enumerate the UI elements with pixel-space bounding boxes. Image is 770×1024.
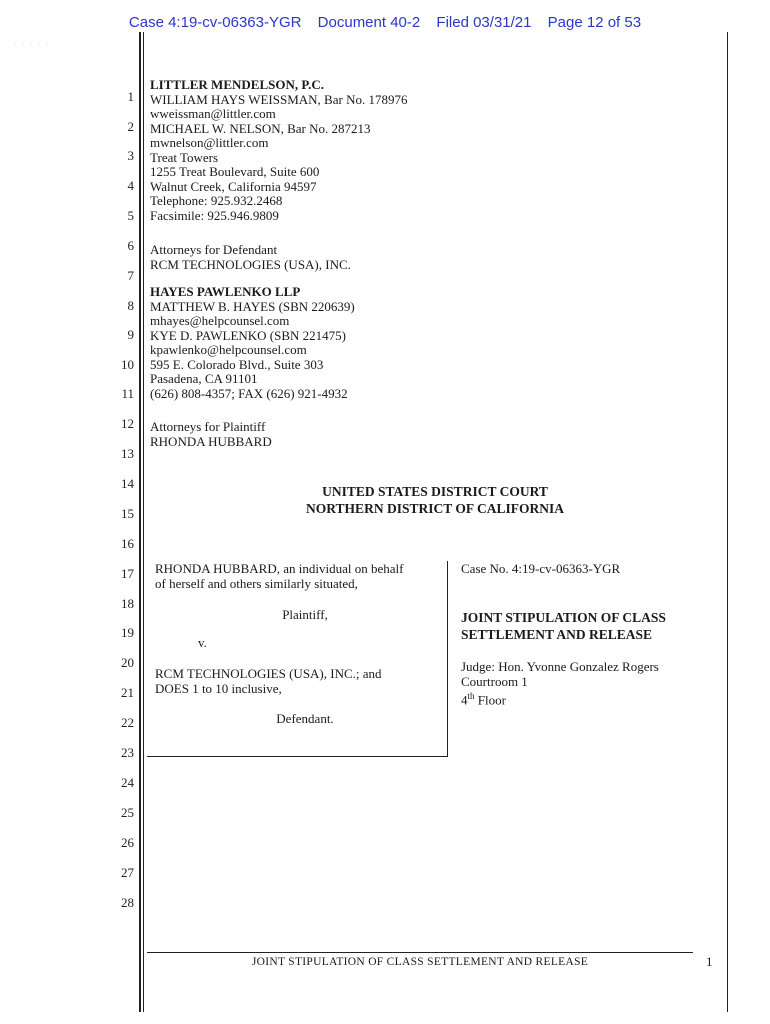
footer-rule	[147, 952, 693, 953]
plaintiff-label: Plaintiff,	[282, 607, 328, 622]
plaintiff-counsel-block	[150, 285, 355, 401]
line-number: 8	[127, 298, 134, 313]
role-line: Attorneys for Defendant	[150, 242, 278, 257]
document-title-line: SETTLEMENT AND RELEASE	[461, 627, 653, 642]
case-number: Case No. 4:19-cv-06363-YGR	[461, 561, 621, 576]
counsel-line: Facsimile: 925.946.9809	[150, 207, 279, 223]
counsel-line: MATTHEW B. HAYES (SBN 220639)	[150, 298, 355, 314]
defense-firm-name: LITTLER MENDELSON, P.C.	[150, 77, 324, 92]
line-number: 4	[127, 178, 134, 193]
line-number: 10	[121, 357, 134, 372]
judge-info	[461, 660, 721, 708]
caption-bottom-rule	[147, 756, 448, 757]
role-line: RCM TECHNOLOGIES (USA), INC.	[150, 256, 351, 272]
caption-parties	[155, 562, 440, 591]
role-line: RHONDA HUBBARD	[150, 433, 272, 449]
counsel-line: Walnut Creek, California 94597	[150, 178, 317, 194]
line-number: 2	[127, 119, 134, 134]
header-page: Page 12 of 53	[547, 14, 642, 31]
counsel-line: WILLIAM HAYS WEISSMAN, Bar No. 178976	[150, 91, 408, 107]
counsel-line: 1255 Treat Boulevard, Suite 600	[150, 164, 320, 179]
line-number: 15	[121, 506, 134, 521]
line-number: 26	[121, 835, 134, 850]
left-margin-rule-inner	[143, 32, 144, 1012]
floor-number: 4	[461, 692, 468, 708]
line-number: 1	[127, 89, 134, 104]
defendant-label: Defendant.	[276, 711, 334, 726]
line-number: 5	[127, 208, 134, 223]
document-title	[461, 609, 721, 643]
left-margin-rule-outer	[139, 32, 141, 1012]
counsel-line: Pasadena, CA 91101	[150, 371, 258, 386]
defense-counsel-block	[150, 78, 407, 223]
court-district: NORTHERN DISTRICT OF CALIFORNIA	[306, 501, 564, 516]
line-number: 11	[121, 386, 134, 401]
page-number: 1	[706, 954, 713, 969]
line-number: 17	[121, 566, 134, 581]
line-number: 28	[121, 895, 134, 910]
floor-suffix: th	[467, 691, 475, 701]
line-number: 20	[121, 655, 134, 670]
header-document: Document 40-2	[317, 14, 421, 31]
scan-artifact: · · · · ·	[14, 40, 51, 48]
line-number: 14	[121, 476, 134, 491]
floor	[461, 689, 721, 708]
plaintiff-role-block	[150, 420, 272, 449]
court-name: UNITED STATES DISTRICT COURT	[322, 484, 548, 499]
plaintiff-name: RHONDA HUBBARD, an individual on behalf	[155, 561, 404, 576]
floor-word: Floor	[474, 692, 506, 708]
counsel-line: Treat Towers	[150, 149, 219, 165]
courtroom: Courtroom 1	[461, 673, 528, 689]
line-number: 19	[121, 625, 134, 640]
role-line: Attorneys for Plaintiff	[150, 419, 266, 434]
caption-divider	[447, 561, 448, 757]
counsel-line: KYE D. PAWLENKO (SBN 221475)	[150, 327, 347, 343]
counsel-line: mwnelson@littler.com	[150, 135, 269, 150]
line-number: 25	[121, 805, 134, 820]
counsel-line: (626) 808-4357; FAX (626) 921-4932	[150, 385, 348, 401]
line-number: 16	[121, 536, 134, 551]
line-number: 3	[127, 148, 134, 163]
header-filed-date: Filed 03/31/21	[436, 14, 532, 31]
line-number: 6	[127, 238, 134, 253]
plaintiff-firm-name: HAYES PAWLENKO LLP	[150, 284, 301, 299]
counsel-line: 595 E. Colorado Blvd., Suite 303	[150, 356, 324, 372]
versus-label: v.	[198, 635, 207, 650]
line-number: 9	[127, 327, 134, 342]
case-header	[0, 14, 770, 31]
line-number: 22	[121, 715, 134, 730]
line-number: 24	[121, 775, 134, 790]
line-number: 21	[121, 685, 134, 700]
line-number: 18	[121, 596, 134, 611]
defendant-block	[155, 667, 440, 696]
judge-name: Judge: Hon. Yvonne Gonzalez Rogers	[461, 659, 659, 674]
counsel-line: kpawlenko@helpcounsel.com	[150, 342, 307, 357]
defendant-description: DOES 1 to 10 inclusive,	[155, 680, 282, 696]
defendant-name: RCM TECHNOLOGIES (USA), INC.; and	[155, 666, 382, 681]
line-number: 12	[121, 416, 134, 431]
right-margin-rule	[727, 32, 728, 1012]
counsel-line: MICHAEL W. NELSON, Bar No. 287213	[150, 120, 371, 136]
counsel-line: Telephone: 925.932.2468	[150, 193, 283, 208]
plaintiff-description: of herself and others similarly situated,	[155, 575, 358, 591]
counsel-line: mhayes@helpcounsel.com	[150, 313, 290, 328]
line-number: 23	[121, 745, 134, 760]
document-title-line: JOINT STIPULATION OF CLASS	[461, 610, 666, 625]
line-number: 7	[127, 268, 134, 283]
footer-title: JOINT STIPULATION OF CLASS SETTLEMENT AND RELEASE	[251, 956, 589, 968]
defense-role-block	[150, 243, 351, 272]
line-number: 13	[121, 446, 134, 461]
header-case-number: Case 4:19-cv-06363-YGR	[128, 14, 302, 31]
line-number: 27	[121, 865, 134, 880]
court-heading	[140, 483, 730, 517]
counsel-line: wweissman@littler.com	[150, 106, 276, 121]
